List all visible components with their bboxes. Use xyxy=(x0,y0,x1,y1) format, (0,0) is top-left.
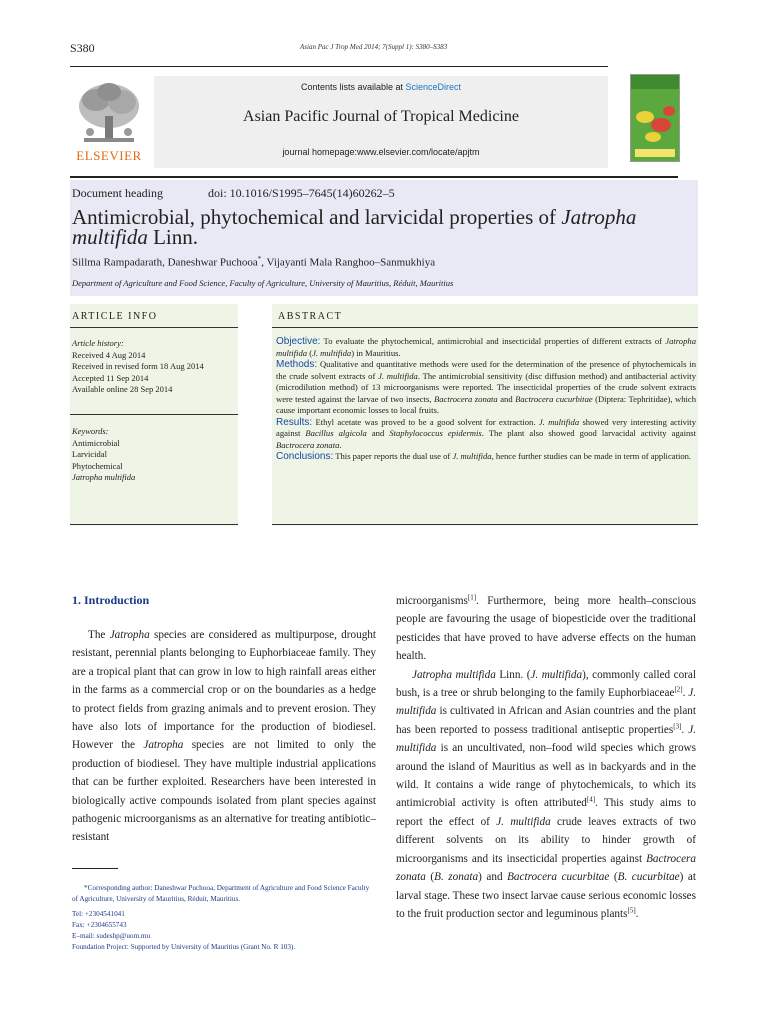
fax: Fax: +2304655743 xyxy=(72,921,127,929)
footnote-rule xyxy=(72,868,118,869)
info-bottom-rule xyxy=(70,524,238,525)
body-left-column xyxy=(72,626,376,847)
footnotes xyxy=(72,883,376,953)
affiliation: Department of Agriculture and Food Science, Faculty of Agriculture, University of Mauritius, Réduit, Mauritius xyxy=(72,278,454,288)
citation-link[interactable]: [5] xyxy=(627,906,636,915)
corresponding-author-note: *Corresponding author: Daneshwar Puchooa, Department of Agriculture and Food Science Faculty of Agriculture, University of Mauritius, Réduit, Mauritius. xyxy=(72,884,370,903)
document-heading: Document heading xyxy=(72,186,163,200)
keyword: Antimicrobial xyxy=(72,437,120,448)
keyword: Phytochemical xyxy=(72,460,123,471)
citation-link[interactable]: [3] xyxy=(673,722,682,731)
funding-note: Foundation Project: Supported by University of Mauritius (Grant No. R 103). xyxy=(72,943,296,951)
abstract-methods: Methods: Qualitative and quantitative methods were used for the determination of the presence of phytochemicals in the crude solvent extracts of J. multifida. The antimicrobial sensitivity (disc diffusion method) and antibacterial activity (microdilution method) of 13 microorganisms were reported. The insecticidal properties of the crude solvent extracts were tested against the larvae of two insects, Bactrocera zonata and Bactrocera cucurbitae (Diptera: Tephritidae), which cause important economic losses to local fruits. xyxy=(276,359,696,415)
article-title: Antimicrobial, phytochemical and larvicidal properties of Jatropha multifida Linn. xyxy=(72,205,637,249)
abstract-text xyxy=(276,336,696,463)
citation-link[interactable]: [2] xyxy=(674,685,683,694)
contents-line: Contents lists available at ScienceDirect xyxy=(300,82,462,92)
email-link[interactable]: E–mail: sudeshp@uom.mu xyxy=(72,932,151,940)
journal-citation: Asian Pac J Trop Med 2014; 7(Suppl 1): S380–S383 xyxy=(300,43,448,51)
history-rule xyxy=(70,414,238,415)
abstract-conclusions: Conclusions: This paper reports the dual use of J. multifida, hence further studies can be made in term of application. xyxy=(276,451,692,462)
article-info-rule xyxy=(70,327,238,328)
citation-link[interactable]: [1] xyxy=(467,593,477,602)
body-paragraph: The Jatropha species are considered as multipurpose, drought resistant, perennial plants belonging to Euphorbiaceae family. They are a tropical plant that can grow in low to high rainfall areas either in the farms as a commercial crop or on the boundaries as a hedge to protect fields from grazing animals and to prevent erosion. They have also lots of importance for the production of biodiesel. However the Jatropha species are not limited to only the production of biodiesel. They have multiple industrial applications that can be further exploited. Researchers have been interested in biologically active compounds isolated from plant species against pathogenic microorganisms as an alternative for treating antibiotic–resistant xyxy=(72,629,377,844)
abstract-objective: Objective: To evaluate the phytochemical, antimicrobial and insecticidal properties of different extracts of Jatropha multifida (J. multifida) in Mauritius. xyxy=(276,336,696,358)
body-right-column xyxy=(396,592,696,923)
abstract-heading: ABSTRACT xyxy=(278,311,343,322)
page-number: S380 xyxy=(70,41,95,55)
abstract-rule xyxy=(272,327,698,328)
sciencedirect-link[interactable]: ScienceDirect xyxy=(405,82,462,92)
section-heading-introduction: 1. Introduction xyxy=(72,593,150,607)
abstract-bottom-rule xyxy=(272,524,698,525)
journal-cover-image xyxy=(630,74,680,162)
journal-title: Asian Pacific Journal of Tropical Medicine xyxy=(243,108,519,125)
telephone: Tel: +2304541041 xyxy=(72,910,125,918)
keyword: Jatropha multifida xyxy=(72,472,136,482)
abstract-results: Results: Ethyl acetate was proved to be a good solvent for extraction. J. multifida showed very interesting activity against Bacillus algicola and Staphylococcus epidermis. The plant also showed good larvacidal activity against Bactrocera zonata. xyxy=(276,416,696,450)
citation-link[interactable]: [4] xyxy=(586,795,596,804)
journal-homepage-link[interactable]: journal homepage:www.elsevier.com/locate/apjtm xyxy=(282,147,480,157)
masthead-rule xyxy=(70,176,678,178)
header-rule xyxy=(70,66,608,67)
keywords-block: Keywords: Antimicrobial Larvicidal Phytochemical Jatropha multifida xyxy=(72,426,238,484)
elsevier-wordmark: ELSEVIER xyxy=(76,148,142,163)
body-paragraph: Jatropha multifida Linn. (J. multifida), commonly called coral bush, is a tree or shrub belonging to the family Euphorbiaceae[2]. J. multifida is cultivated in African and Asian countries and the plant has been reported to possess traditional antiseptic properties[3]. J. multifida is an uncultivated, non–food wild species which grows around the island of Mauritius as well as in backyards and in the wild. It contains a wide range of phytochemicals, to which its antimicrobial activity is often attributed[4]. This study aims to report the effect of J. multifida crude leaves extracts of two different solvents on its ability to hinder growth of microorganisms and its insecticidal properties against Bactrocera zonata (B. zonata) and Bactrocera cucurbitae (B. cucurbitae) at larval stage. These two insect larvae cause serious economic losses to the fruit production sector and leguminous plants[5]. xyxy=(396,668,697,920)
keyword: Larvicidal xyxy=(72,449,107,459)
body-paragraph: microorganisms[1]. Furthermore, being more health–conscious people are favouring the usage of biopesticide over the traditional pesticides that have proved to have adverse effects on the human health. xyxy=(396,593,696,663)
article-info-heading: ARTICLE INFO xyxy=(72,311,158,322)
author-list: Sillma Rampadarath, Daneshwar Puchooa*, Vijayanti Mala Ranghoo–Sanmukhiya xyxy=(72,255,436,269)
article-history: Article history: Received 4 Aug 2014 Received in revised form 18 Aug 2014 Accepted 11 Sep 2014 Available online 28 Sep 2014 xyxy=(72,338,204,394)
doi-link[interactable]: doi: 10.1016/S1995–7645(14)60262–5 xyxy=(208,186,395,200)
